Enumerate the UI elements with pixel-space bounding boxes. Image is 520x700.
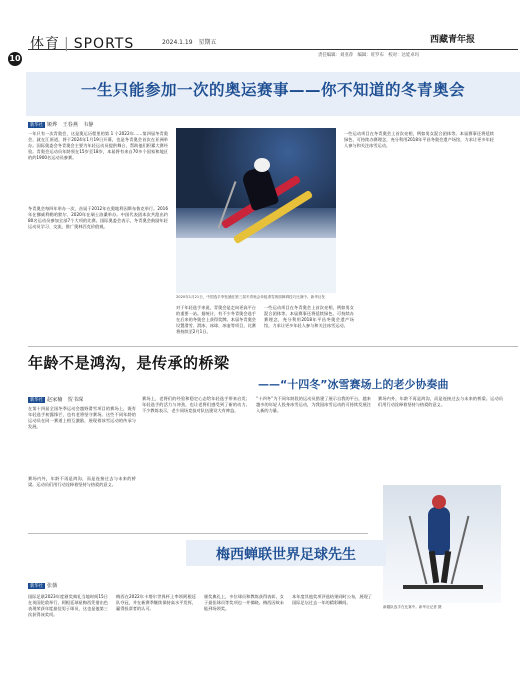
article2-column-4: 赛场内外，年龄不再是鸿沟，而是连接过去与未来的桥梁。运动员们用行动诠释着坚持与热爱的意义。 [378,396,503,407]
section-name-cn: 体育 [30,36,60,52]
section-rule [28,346,518,347]
photo-caption: 2020年1月21日，中国选手李钰涵在第三届冬青奥会单板滑雪坡面障碍技巧比赛中。新华社发 [176,295,325,299]
section-name-en: SPORTS [73,36,135,52]
article2-headline: 年龄不是鸿沟，是传承的桥梁 [28,354,230,372]
editor-credits: 责任编辑：刘亚萍 编辑：旺罗布 校对：达娃卓玛 [318,53,419,58]
issue-date: 2024.1.19 星期五 [162,39,217,46]
byline-tag: 新华社 [30,398,43,403]
article3-headline: 梅西蝉联世界足球先生 [216,547,356,563]
article1-column-3: 对于年轻选手来说，青奥会是走向更高平台的重要一站。据统计，有不少冬青奥会选手在后来的冬奥会上获得奖牌。本届冬青奥会设置滑雪、滑冰、冰球、冰壶等项目，比赛将持续至2月1日。 [176,305,256,334]
page-number-badge: 10 [8,52,22,66]
article2-column-2: 赛场上，老将们的经验和稳定心态给年轻选手带来启发；年轻选手的活力与冲劲，也让老将们感受到了新的动力。不少教练表示，老少同场竞技对队伍建设大有裨益。 [142,396,250,413]
article1-headline: 一生只能参加一次的奥运赛事——你不知道的冬青奥会 [80,81,465,99]
byline-names: 姬烨 王春燕 韦静 [46,122,94,128]
article2-column-3: “十四冬”为不同年龄段的运动员搭建了展示自我的平台，越来越多的年轻人投身冰雪运动，为我国冰雪运动的可持续发展注入新的力量。 [256,396,371,413]
article1-column-1: 一年只有一次青奥会，这是奥运历程里的第 1 个2022年……第四届冬青奥会，就在江原道，将于2024年1月19日开幕，也是冬青奥会首次在亚洲举办。国际奥委会冬青奥会主要为年轻运动员提供舞台，帮助他们积累大赛经验。青奥会运动员年龄须在15岁至18岁，本届将有来自70多个国家和地区的约1900名运动员参赛。 [28,131,168,160]
article1-column-5: 一些运动项目在冬青奥会上首次亮相，例如男女混合团体等。本届赛事还将延续绿色、可持续办赛理念，充分利用2018年平昌冬奥会遗产场馆，力求让更多年轻人参与和关注冰雪运动。 [344,131,494,148]
article1-byline [28,121,94,128]
section-title [30,33,134,53]
section-divider: | [64,36,70,52]
article3-column-4: 本年度其他奖项评选结果同时公布，展现了国际足坛过去一年的精彩瞬间。 [292,594,372,605]
article3-byline [28,582,57,589]
article2-subhead: ——“十四冬”冰雪赛场上的老少协奏曲 [258,378,449,391]
article2-column-5: 赛场内外，年龄不再是鸿沟，而是连接过去与未来的桥梁。运动员们用行动诠释着坚持与热爱的意义。 [28,476,136,487]
section-rule-2 [28,533,368,534]
article3-column-1: 国际足联2023年度颁奖典礼当地时间15日在英国伦敦举行，阿根廷球星梅西凭借出色表现荣获年度最佳男子球员，这也是他第三次获得该奖项。 [28,594,108,617]
article3-column-3: 颁奖典礼上，多位球员和教练获得表彰，女子最佳球员等奖项也一并揭晓。梅西因故未能到场领奖。 [204,594,284,611]
article2-column-1: 在第十四届全国冬季运动会越野滑雪项目的赛场上，既有年轻选手初露锋芒，也有老将坚守赛场。这些不同年龄的运动员在同一赛道上相互激励，展现着冰雪运动的传承与发展。 [28,406,136,429]
byline-names: 赵家楠 贺书琛 [46,397,84,403]
photo-caption-2: 新疆队选手在比赛中。新华社记者 摄 [383,605,442,609]
newspaper-logo: 西藏青年报 [430,35,476,45]
article2-byline [28,396,83,403]
skier-photo-2 [383,485,501,603]
byline-tag: 新华社 [30,584,43,589]
byline-tag: 新华社 [30,123,43,128]
skier-photo [176,128,336,293]
page-header [0,0,520,62]
article1-column-2: 冬青奥会每四年举办一次，首届于2012年在奥地利因斯布鲁克举行。2016年在挪威利勒哈默尔、2020年在瑞士洛桑举办。中国代表团本次共派出约80名运动员参加全部7个大项的比赛。国际奥委会表示，冬青奥会鼓励年轻运动员学习、交流，推广奥林匹克价值观。 [28,206,168,229]
article1-column-4: 一些运动项目在冬青奥会上首次亮相，例如男女混合团体等。本届赛事还将延续绿色、可持续办赛理念，充分利用2018年平昌冬奥会遗产场馆，力求让更多年轻人参与和关注冰雪运动。 [264,305,354,328]
article3-column-2: 梅西在2022年卡塔尔世界杯上率领阿根廷队夺冠，并在新赛季继续保持高水平发挥，赢得投票者的认可。 [116,594,196,611]
byline-names: 张薇 [46,583,58,589]
